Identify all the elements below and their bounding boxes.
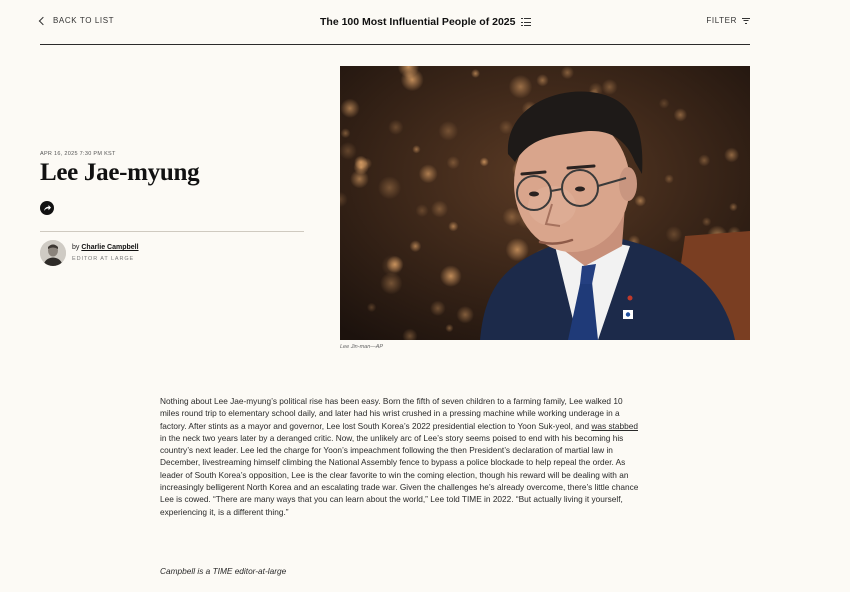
filter-label: FILTER [706,16,737,25]
article-dateline: APR 16, 2025 7:30 PM KST [40,151,116,157]
article-body-part1: Nothing about Lee Jae-myung’s political rise has been easy. Born the fifth of seven children to a farming family, Lee walked 10 miles round trip to elementary school daily, and later had his wrist crushed in a pressing machine while working underage in a factory. After stints as a mayor and governor, Lee lost South Korea’s 2022 presidential election to Yoon Suk-yeol, and [160,396,623,431]
article-body-part2: in the neck two years later by a deranged critic. Now, the unlikely arc of Lee’s story seems poised to end with his becoming his country’s next leader. Lee led the charge for Yoon’s impeachment following the then President’s declaration of martial law in December, livestreaming himself climbing the National Assembly fence to bypass a police blockade to help repeal the order. As leader of South Korea’s opposition, Lee is the clear favorite to win the coming election, though his reward will be dealing with an increasingly belligerent North Korea and an escalating trade war. Given the challenges he’s already overcome, there’s little chance Lee is cowed. “There are many ways that you can learn about the world,” Lee told TIME in 2022. “But actually living it yourself, experiencing it, is a different thing.” [160,432,639,517]
list-icon [521,18,531,26]
list-title: The 100 Most Influential People of 2025 [320,16,516,28]
article-headline: Lee Jae-myung [40,159,200,186]
author-link[interactable]: Charlie Campbell [81,244,139,251]
share-arrow-icon [42,203,52,213]
portrait-illustration [340,66,750,340]
share-button[interactable] [40,201,54,215]
article-body [160,395,640,518]
photo-caption: Lee Jin-man—AP [340,344,384,350]
stabbed-link[interactable]: was stabbed [591,420,638,431]
byline-prefix: by [72,244,80,251]
author-credit: Campbell is a TIME editor-at-large [160,566,287,576]
back-to-list-label: BACK TO LIST [53,16,115,25]
author-avatar[interactable] [40,240,66,266]
filter-button[interactable] [706,16,750,25]
filter-icon [742,18,750,24]
header-divider [40,231,304,232]
author-role: EDITOR AT LARGE [72,256,135,262]
chevron-left-icon [39,16,47,24]
byline [72,244,139,251]
list-title-button[interactable] [320,16,531,28]
top-nav-bar [40,0,750,45]
article-photo [340,66,750,340]
back-to-list-link[interactable] [40,16,114,25]
